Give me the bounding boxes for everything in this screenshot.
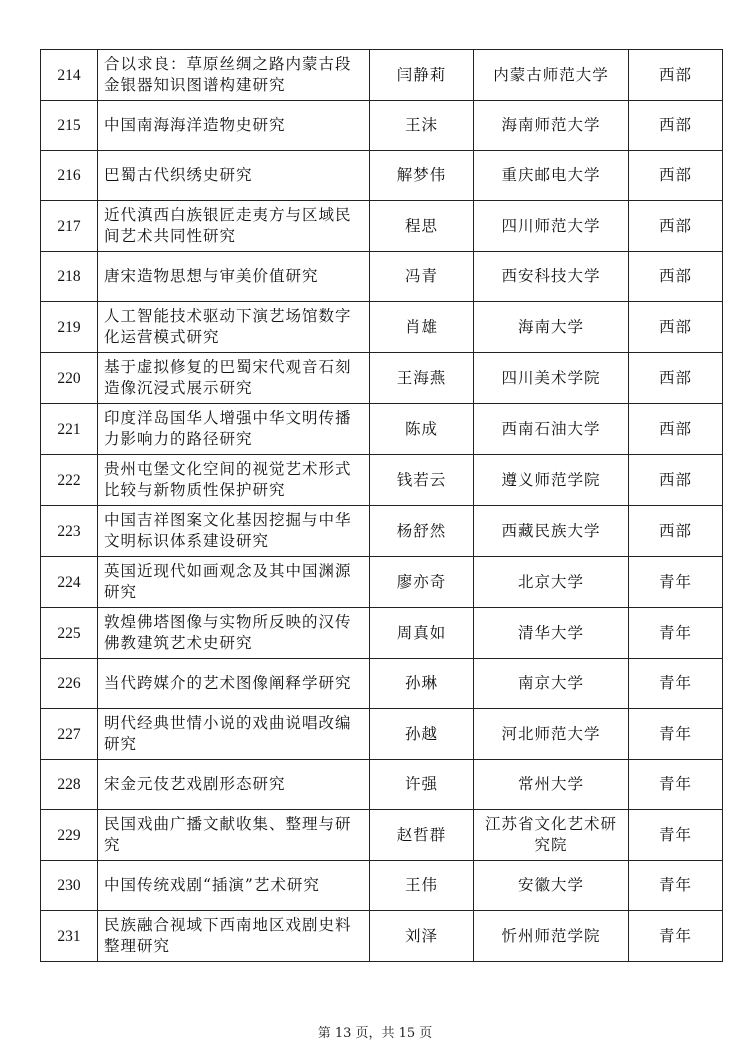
cell-category: 西部 [629,302,723,353]
cell-category: 西部 [629,353,723,404]
cell-number: 227 [41,709,98,760]
cell-applicant: 钱若云 [370,455,474,506]
project-list-table [40,49,723,962]
cell-applicant: 王伟 [370,861,474,911]
cell-institution: 西藏民族大学 [474,506,629,557]
cell-category: 西部 [629,252,723,302]
cell-project-title: 唐宋造物思想与审美价值研究 [98,252,370,302]
table-row [41,50,723,101]
cell-applicant: 王海燕 [370,353,474,404]
cell-category: 青年 [629,608,723,659]
cell-number: 228 [41,760,98,810]
cell-number: 215 [41,101,98,151]
cell-institution: 安徽大学 [474,861,629,911]
cell-project-title: 宋金元伎艺戏剧形态研究 [98,760,370,810]
cell-applicant: 孙琳 [370,659,474,709]
table-row [41,404,723,455]
cell-applicant: 王沫 [370,101,474,151]
cell-project-title: 合以求良：草原丝绸之路内蒙古段金银器知识图谱构建研究 [98,50,370,101]
table-row [41,911,723,962]
cell-applicant: 程思 [370,201,474,252]
cell-institution: 西安科技大学 [474,252,629,302]
cell-project-title: 基于虚拟修复的巴蜀宋代观音石刻造像沉浸式展示研究 [98,353,370,404]
cell-number: 216 [41,151,98,201]
table-row [41,557,723,608]
cell-category: 西部 [629,455,723,506]
cell-institution: 遵义师范学院 [474,455,629,506]
cell-number: 221 [41,404,98,455]
cell-applicant: 刘泽 [370,911,474,962]
table-row [41,861,723,911]
cell-applicant: 孙越 [370,709,474,760]
cell-institution: 重庆邮电大学 [474,151,629,201]
cell-institution: 北京大学 [474,557,629,608]
cell-applicant: 杨舒然 [370,506,474,557]
cell-project-title: 敦煌佛塔图像与实物所反映的汉传佛教建筑艺术史研究 [98,608,370,659]
table-row [41,810,723,861]
cell-institution: 四川师范大学 [474,201,629,252]
cell-category: 青年 [629,659,723,709]
cell-institution: 清华大学 [474,608,629,659]
cell-number: 219 [41,302,98,353]
table-row [41,101,723,151]
cell-category: 青年 [629,810,723,861]
cell-category: 青年 [629,557,723,608]
cell-applicant: 廖亦奇 [370,557,474,608]
cell-category: 西部 [629,404,723,455]
cell-institution: 海南大学 [474,302,629,353]
cell-institution: 内蒙古师范大学 [474,50,629,101]
cell-project-title: 贵州屯堡文化空间的视觉艺术形式比较与新物质性保护研究 [98,455,370,506]
cell-number: 229 [41,810,98,861]
cell-category: 青年 [629,861,723,911]
cell-applicant: 许强 [370,760,474,810]
cell-project-title: 人工智能技术驱动下演艺场馆数字化运营模式研究 [98,302,370,353]
cell-applicant: 周真如 [370,608,474,659]
table-row [41,608,723,659]
cell-number: 217 [41,201,98,252]
cell-category: 西部 [629,201,723,252]
cell-number: 224 [41,557,98,608]
cell-project-title: 中国南海海洋造物史研究 [98,101,370,151]
cell-number: 226 [41,659,98,709]
table-row [41,709,723,760]
page-number-footer: 第 13 页，共 15 页 [317,1026,433,1041]
cell-applicant: 冯青 [370,252,474,302]
cell-number: 218 [41,252,98,302]
cell-category: 西部 [629,101,723,151]
cell-institution: 常州大学 [474,760,629,810]
cell-applicant: 解梦伟 [370,151,474,201]
table-row [41,302,723,353]
cell-applicant: 陈成 [370,404,474,455]
table-row [41,151,723,201]
cell-number: 214 [41,50,98,101]
cell-number: 225 [41,608,98,659]
cell-number: 223 [41,506,98,557]
table-row [41,201,723,252]
cell-category: 西部 [629,506,723,557]
cell-project-title: 明代经典世情小说的戏曲说唱改编研究 [98,709,370,760]
table-row [41,252,723,302]
cell-project-title: 中国吉祥图案文化基因挖掘与中华文明标识体系建设研究 [98,506,370,557]
cell-number: 220 [41,353,98,404]
cell-project-title: 中国传统戏剧“插演”艺术研究 [98,861,370,911]
cell-institution: 四川美术学院 [474,353,629,404]
cell-project-title: 印度洋岛国华人增强中华文明传播力影响力的路径研究 [98,404,370,455]
cell-project-title: 巴蜀古代织绣史研究 [98,151,370,201]
cell-project-title: 当代跨媒介的艺术图像阐释学研究 [98,659,370,709]
cell-applicant: 闫静莉 [370,50,474,101]
cell-project-title: 近代滇西白族银匠走夷方与区域民间艺术共同性研究 [98,201,370,252]
cell-institution: 忻州师范学院 [474,911,629,962]
table-body [41,50,723,962]
cell-applicant: 赵哲群 [370,810,474,861]
cell-project-title: 民族融合视域下西南地区戏剧史料整理研究 [98,911,370,962]
cell-category: 青年 [629,911,723,962]
table-row [41,455,723,506]
cell-category: 西部 [629,151,723,201]
cell-institution: 南京大学 [474,659,629,709]
cell-institution: 西南石油大学 [474,404,629,455]
table-row [41,760,723,810]
table-row [41,659,723,709]
cell-number: 222 [41,455,98,506]
cell-institution: 江苏省文化艺术研究院 [474,810,629,861]
cell-applicant: 肖雄 [370,302,474,353]
cell-category: 青年 [629,760,723,810]
cell-project-title: 英国近现代如画观念及其中国渊源研究 [98,557,370,608]
table-row [41,353,723,404]
cell-institution: 海南师范大学 [474,101,629,151]
cell-number: 230 [41,861,98,911]
cell-category: 西部 [629,50,723,101]
table-row [41,506,723,557]
cell-institution: 河北师范大学 [474,709,629,760]
cell-project-title: 民国戏曲广播文献收集、整理与研究 [98,810,370,861]
cell-category: 青年 [629,709,723,760]
cell-number: 231 [41,911,98,962]
